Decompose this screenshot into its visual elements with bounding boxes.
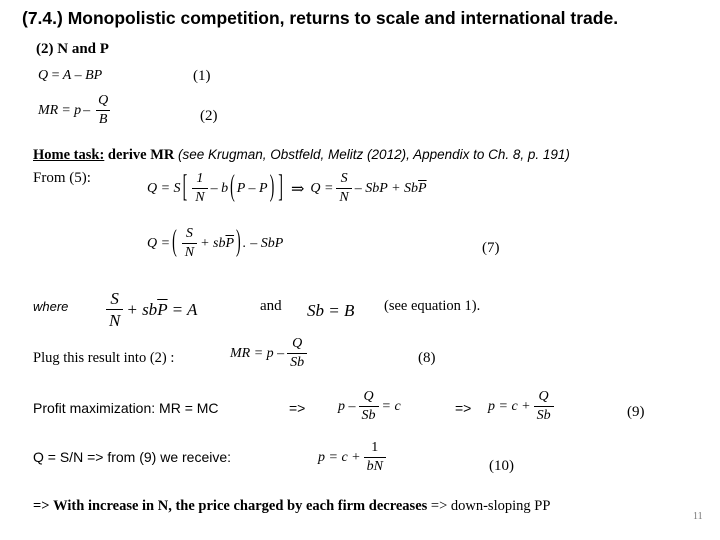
profit-numerator-2: Q — [538, 389, 549, 404]
profit-pc: p = c + — [488, 398, 531, 414]
eq7-label: (7) — [482, 240, 500, 256]
from5-f2-numerator: S — [340, 171, 348, 186]
profit-fraction-1 — [359, 390, 379, 423]
qsn-numerator: 1 — [371, 440, 379, 455]
from5-a1: Q = S — [147, 180, 181, 196]
where-mid: + sb — [126, 299, 158, 319]
profit-arrow-1: => — [289, 400, 306, 416]
profit-denominator-2: Sb — [534, 406, 554, 424]
eq2-minus: – — [83, 102, 91, 118]
profit-equation-1 — [338, 390, 401, 423]
home-task-derive: derive MR — [107, 147, 175, 163]
where-rhs: = A — [171, 299, 198, 319]
from5-fraction-1 — [192, 172, 207, 205]
plug-lhs: MR = p – — [230, 345, 285, 361]
equation-7 — [147, 227, 283, 260]
from5-b3: $\overline{P}$ — [418, 180, 427, 196]
from5-label: From (5): — [33, 170, 91, 186]
where-and: and — [260, 298, 282, 314]
slide-title: (7.4.) Monopolistic competition, returns to scale and international trade. — [22, 8, 619, 28]
from5-f1-numerator: 1 — [196, 171, 204, 186]
plug-fraction — [287, 337, 307, 370]
eq7-numerator: S — [185, 226, 193, 241]
profit-equation-2 — [488, 390, 557, 423]
eq2-lhs: MR — [38, 102, 59, 118]
left-paren-icon: ( — [172, 226, 177, 260]
from5-a3: P – P — [236, 180, 268, 196]
eq7-pbar: $\overline{P}$ — [225, 235, 235, 251]
home-task-line — [33, 147, 570, 164]
profit-eq-c: = c — [381, 398, 401, 414]
eq2-p: p — [74, 102, 82, 118]
where-fraction — [106, 290, 123, 330]
profit-p-minus: p – — [338, 398, 356, 414]
profit-numerator-1: Q — [363, 389, 374, 404]
conclusion-arrow: => — [33, 498, 50, 514]
eq2-equals: = — [62, 102, 71, 118]
eq1-rhs: A – BP — [62, 68, 103, 83]
right-paren-icon: ) — [269, 171, 275, 205]
from5-f1-denominator: N — [192, 188, 207, 206]
plug-text: Plug this result into (2) : — [33, 350, 175, 366]
eq7-lhs: Q = — [147, 235, 171, 251]
profit-arrow-2: => — [455, 400, 472, 416]
where-equation — [103, 290, 197, 330]
qsn-equation — [318, 441, 389, 474]
left-paren-icon: ( — [230, 171, 235, 205]
implies-arrow-icon: ⇒ — [290, 180, 305, 198]
conclusion-tail: => down-sloping PP — [430, 498, 551, 514]
qsn-denominator: bN — [364, 457, 386, 475]
conclusion-line — [33, 498, 550, 515]
from5-b2: – SbP + Sb — [354, 180, 419, 196]
eq7-fraction — [182, 227, 197, 260]
page-number: 11 — [693, 511, 703, 522]
from5-b1: Q = — [310, 180, 334, 196]
right-paren-icon: ) — [236, 226, 241, 260]
qsn-fraction — [364, 441, 386, 474]
left-bracket-icon: [ — [182, 170, 188, 205]
plug-denominator: Sb — [287, 353, 307, 371]
where-word: where — [33, 299, 69, 314]
eq1-equals: = — [51, 68, 60, 83]
where-note: (see equation 1). — [384, 298, 481, 314]
eq10-label: (10) — [489, 458, 514, 474]
eq2-denominator: B — [96, 110, 111, 128]
home-task-label: Home task: — [33, 147, 105, 163]
where-numerator: S — [110, 289, 119, 308]
equation-2 — [38, 94, 114, 127]
eq2-label: (2) — [200, 108, 218, 124]
section-heading: (2) N and P — [36, 41, 109, 57]
plug-numerator: Q — [292, 336, 303, 351]
conclusion-bold: With increase in N, the price charged by each firm decreases — [53, 498, 428, 514]
equation-1 — [38, 68, 102, 84]
qsn-text: Q = S/N => from (9) we receive: — [33, 449, 232, 465]
eq8-label: (8) — [418, 350, 436, 366]
profit-fraction-2 — [534, 390, 554, 423]
eq2-numerator: Q — [98, 93, 109, 108]
eq9-label: (9) — [627, 404, 645, 420]
eq7-dot: . — [242, 235, 247, 251]
from5-equation — [147, 172, 427, 205]
plug-equation — [230, 337, 310, 370]
qsn-pc: p = c + — [318, 449, 361, 465]
sb-equals-b: Sb = B — [307, 301, 355, 320]
right-bracket-icon: ] — [278, 170, 283, 205]
eq1-label: (1) — [193, 68, 211, 84]
from5-f2-denominator: N — [336, 188, 351, 206]
where-pbar: $\overline{P}$ — [157, 299, 168, 319]
from5-fraction-2 — [336, 172, 351, 205]
eq7-mid: + sb — [200, 235, 226, 251]
eq7-tail: – SbP — [250, 235, 284, 251]
where-denominator: N — [106, 309, 123, 330]
from5-a2: – b — [210, 180, 229, 196]
profit-denominator-1: Sb — [359, 406, 379, 424]
profit-text: Profit maximization: MR = MC — [33, 400, 219, 416]
eq2-fraction — [95, 94, 111, 127]
home-task-reference: (see Krugman, Obstfeld, Melitz (2012), Appendix to Ch. 8, p. 191) — [177, 147, 570, 162]
eq1-lhs: Q — [38, 68, 49, 83]
eq7-denominator: N — [182, 243, 197, 261]
